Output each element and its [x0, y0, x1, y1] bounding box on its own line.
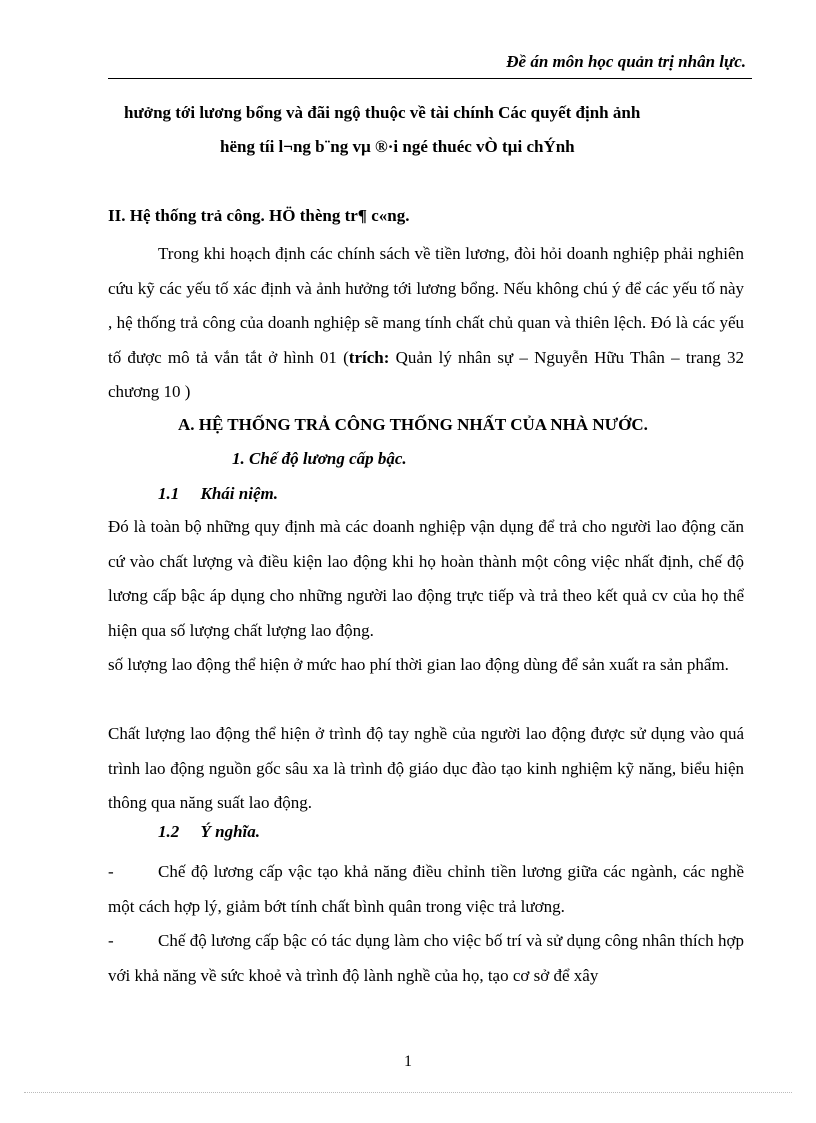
figure-label-line-1: hưởng tới lương bổng và đãi ngộ thuộc về tài chính Các quyết định ảnh: [124, 103, 641, 122]
intro-trich-label: trích:: [348, 347, 390, 367]
page-number: 1: [404, 1053, 412, 1070]
quality-paragraph: Chất lượng lao động thể hiện ở trình độ tay nghề của người lao động được sử dụng vào quá trình lao động nguồn gốc sâu xa là trình độ giáo dục đào tạo kinh nghiệm kỹ năng, biểu hiện thông qua năng suất lao động.: [108, 724, 744, 812]
figure-label-line-2: hëng tíi l¬ng b¨ng vµ ®·i ngé thuéc vÒ tµi chÝnh: [220, 137, 575, 156]
section-heading: II. Hệ thống trả công. HÖ thèng tr¶ c«ng.: [108, 206, 410, 225]
concept-paragraph: Đó là toàn bộ những quy định mà các doanh nghiệp vận dụng để trả cho người lao động căn cứ vào chất lượng và điều kiện lao động khi họ hoàn thành một công việc nhất định, chế độ lương cấp bậc áp dụng cho những người lao động trực tiếp và trả theo kết quả cv của họ thể hiện qua số lượng chất lượng lao động.: [108, 517, 744, 640]
subheading-1-1: 1.1 Khái niệm.: [158, 484, 278, 503]
subheading-a: A. HỆ THỐNG TRẢ CÔNG THỐNG NHẤT CỦA NHÀ NƯỚC.: [178, 415, 648, 434]
intro-text-1: Trong khi hoạch định các chính sách về tiền lương, đòi hỏi doanh nghiệp phải nghiên cứu kỹ các yếu tố xác định và ảnh hưởng tới lương bổng. Nếu không chú ý để các yếu tố này , hệ thống trả công của doanh nghiệp sẽ mang tính chất chủ quan và thiên lệch. Đó là các yếu tố được mô tả vắn tắt ở hình 01 (: [108, 244, 744, 367]
bullet-dash: -: [108, 931, 114, 950]
bullet-dash: -: [108, 862, 114, 881]
footer-rule: [24, 1092, 792, 1093]
bullet-item: [108, 924, 744, 993]
header-rule: [108, 78, 752, 79]
intro-text-2: Quản lý nhân sự – Nguyễn Hữu Thân – trang 32 chương 10 ): [108, 347, 744, 401]
bullet-text: Chế độ lương cấp bậc có tác dụng làm cho việc bố trí và sử dụng công nhân thích hợp với khả năng về sức khoẻ và trình độ lành nghề của họ, tạo cơ sở để xây: [108, 931, 744, 985]
bullet-text: Chế độ lương cấp vậc tạo khả năng điều chỉnh tiền lương giữa các ngành, các nghề một cách hợp lý, giảm bớt tính chất bình quân trong việc trả lương.: [108, 862, 744, 916]
bullet-item: [108, 855, 744, 924]
quantity-paragraph: số lượng lao động thể hiện ở mức hao phí thời gian lao động dùng để sản xuất ra sản phẩm.: [108, 655, 729, 674]
header-title: Đề án môn học quản trị nhân lực.: [506, 52, 746, 71]
intro-paragraph: [108, 237, 744, 410]
subheading-1-2: 1.2 Ý nghĩa.: [158, 822, 261, 841]
subheading-1: 1. Chế độ lương cấp bậc.: [232, 449, 407, 468]
